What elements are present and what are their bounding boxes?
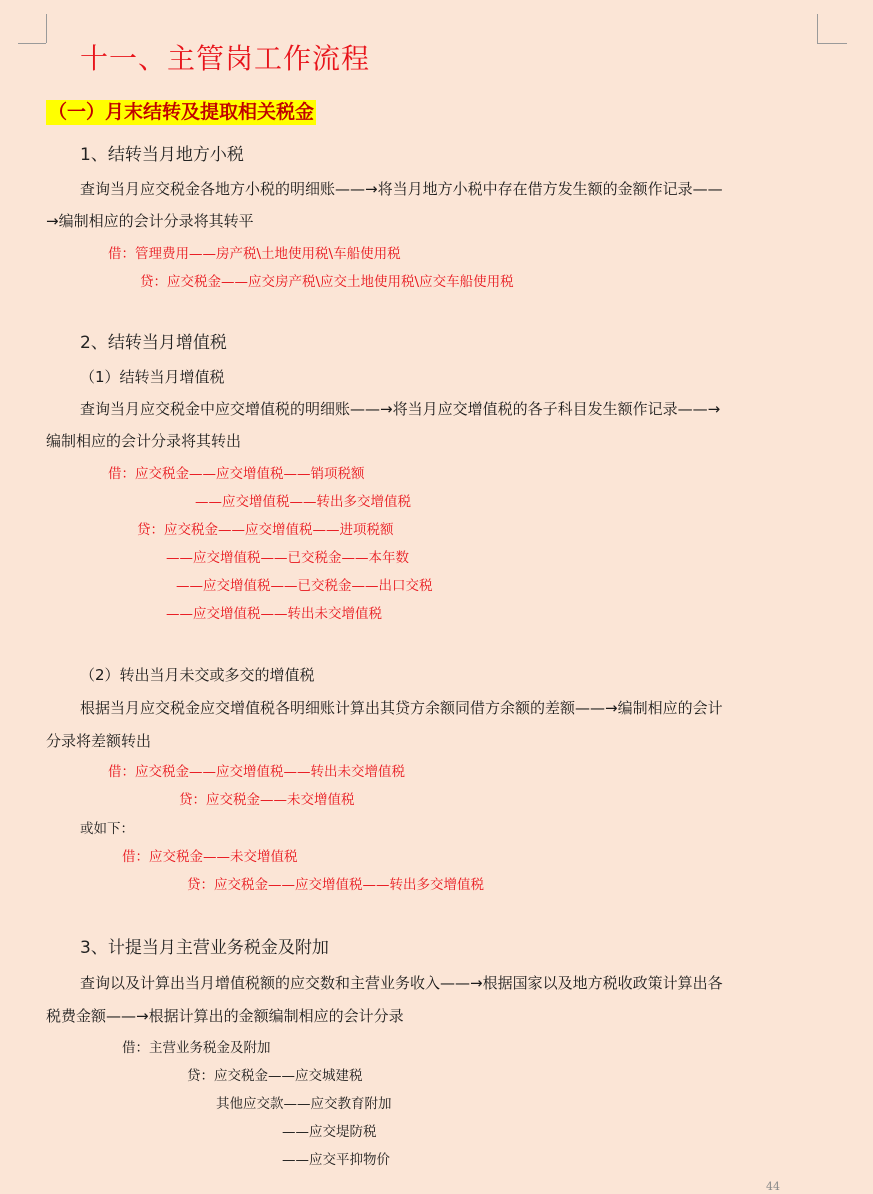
- subheading-vat-transfer: （2）转出当月未交或多交的增值税: [80, 666, 315, 684]
- journal-entry-line: 借：应交税金——应交增值税——转出未交增值税: [108, 764, 405, 780]
- section-heading-highlight: [46, 100, 316, 125]
- paragraph-line: 编制相应的会计分录将其转出: [46, 432, 242, 450]
- journal-entry-line: ——应交增值税——转出多交增值税: [195, 494, 411, 510]
- alternative-label: 或如下：: [80, 821, 134, 837]
- journal-entry-line: ——应交增值税——已交税金——出口交税: [176, 578, 433, 594]
- heading-business-tax: 3、计提当月主营业务税金及附加: [80, 938, 329, 958]
- journal-entry-line: 借：应交税金——应交增值税——销项税额: [108, 466, 365, 482]
- paragraph-line: →编制相应的会计分录将其转平: [46, 212, 254, 230]
- journal-entry-line: 其他应交款——应交教育附加: [216, 1096, 392, 1112]
- paragraph-line: 查询当月应交税金各地方小税的明细账——→将当月地方小税中存在借方发生额的金额作记录——: [80, 180, 723, 198]
- crop-mark-top-left-v: [46, 14, 47, 43]
- journal-entry-line: 贷：应交税金——应交增值税——转出多交增值税: [187, 877, 484, 893]
- page-title: 十一、主管岗工作流程: [80, 42, 371, 75]
- heading-vat: 2、结转当月增值税: [80, 333, 227, 353]
- section-heading: （一）月末结转及提取相关税金: [48, 101, 315, 123]
- crop-mark-top-right-h: [817, 43, 847, 44]
- paragraph-line: 根据当月应交税金应交增值税各明细账计算出其贷方余额同借方余额的差额——→编制相应的会计: [80, 699, 723, 717]
- journal-entry-line: 借：主营业务税金及附加: [122, 1040, 271, 1056]
- journal-entry-line: ——应交增值税——转出未交增值税: [166, 606, 382, 622]
- page-number: 44: [766, 1180, 780, 1193]
- paragraph-line: 查询以及计算出当月增值税额的应交数和主营业务收入——→根据国家以及地方税收政策计算出各: [80, 974, 723, 992]
- paragraph-line: 分录将差额转出: [46, 732, 152, 750]
- subheading-vat-carryover: （1）结转当月增值税: [80, 368, 225, 386]
- journal-entry-line: ——应交堤防税: [282, 1124, 377, 1140]
- journal-entry-line: ——应交增值税——已交税金——本年数: [166, 550, 409, 566]
- paragraph-line: 查询当月应交税金中应交增值税的明细账——→将当月应交增值税的各子科目发生额作记录——→: [80, 400, 721, 418]
- journal-entry-line: 贷：应交税金——应交城建税: [187, 1068, 363, 1084]
- journal-entry-line: 借：应交税金——未交增值税: [122, 849, 298, 865]
- journal-entry-line: 贷：应交税金——未交增值税: [179, 792, 355, 808]
- crop-mark-top-right-v: [817, 14, 818, 43]
- journal-entry-line: ——应交平抑物价: [282, 1152, 390, 1168]
- journal-entry-credit: 贷：应交税金——应交房产税\应交土地使用税\应交车船使用税: [140, 274, 514, 290]
- heading-local-taxes: 1、结转当月地方小税: [80, 145, 244, 165]
- crop-mark-top-left-h: [18, 43, 46, 44]
- paragraph-line: 税费金额——→根据计算出的金额编制相应的会计分录: [46, 1007, 404, 1025]
- journal-entry-debit: 借：管理费用——房产税\土地使用税\车船使用税: [108, 246, 401, 262]
- journal-entry-line: 贷：应交税金——应交增值税——进项税额: [137, 522, 394, 538]
